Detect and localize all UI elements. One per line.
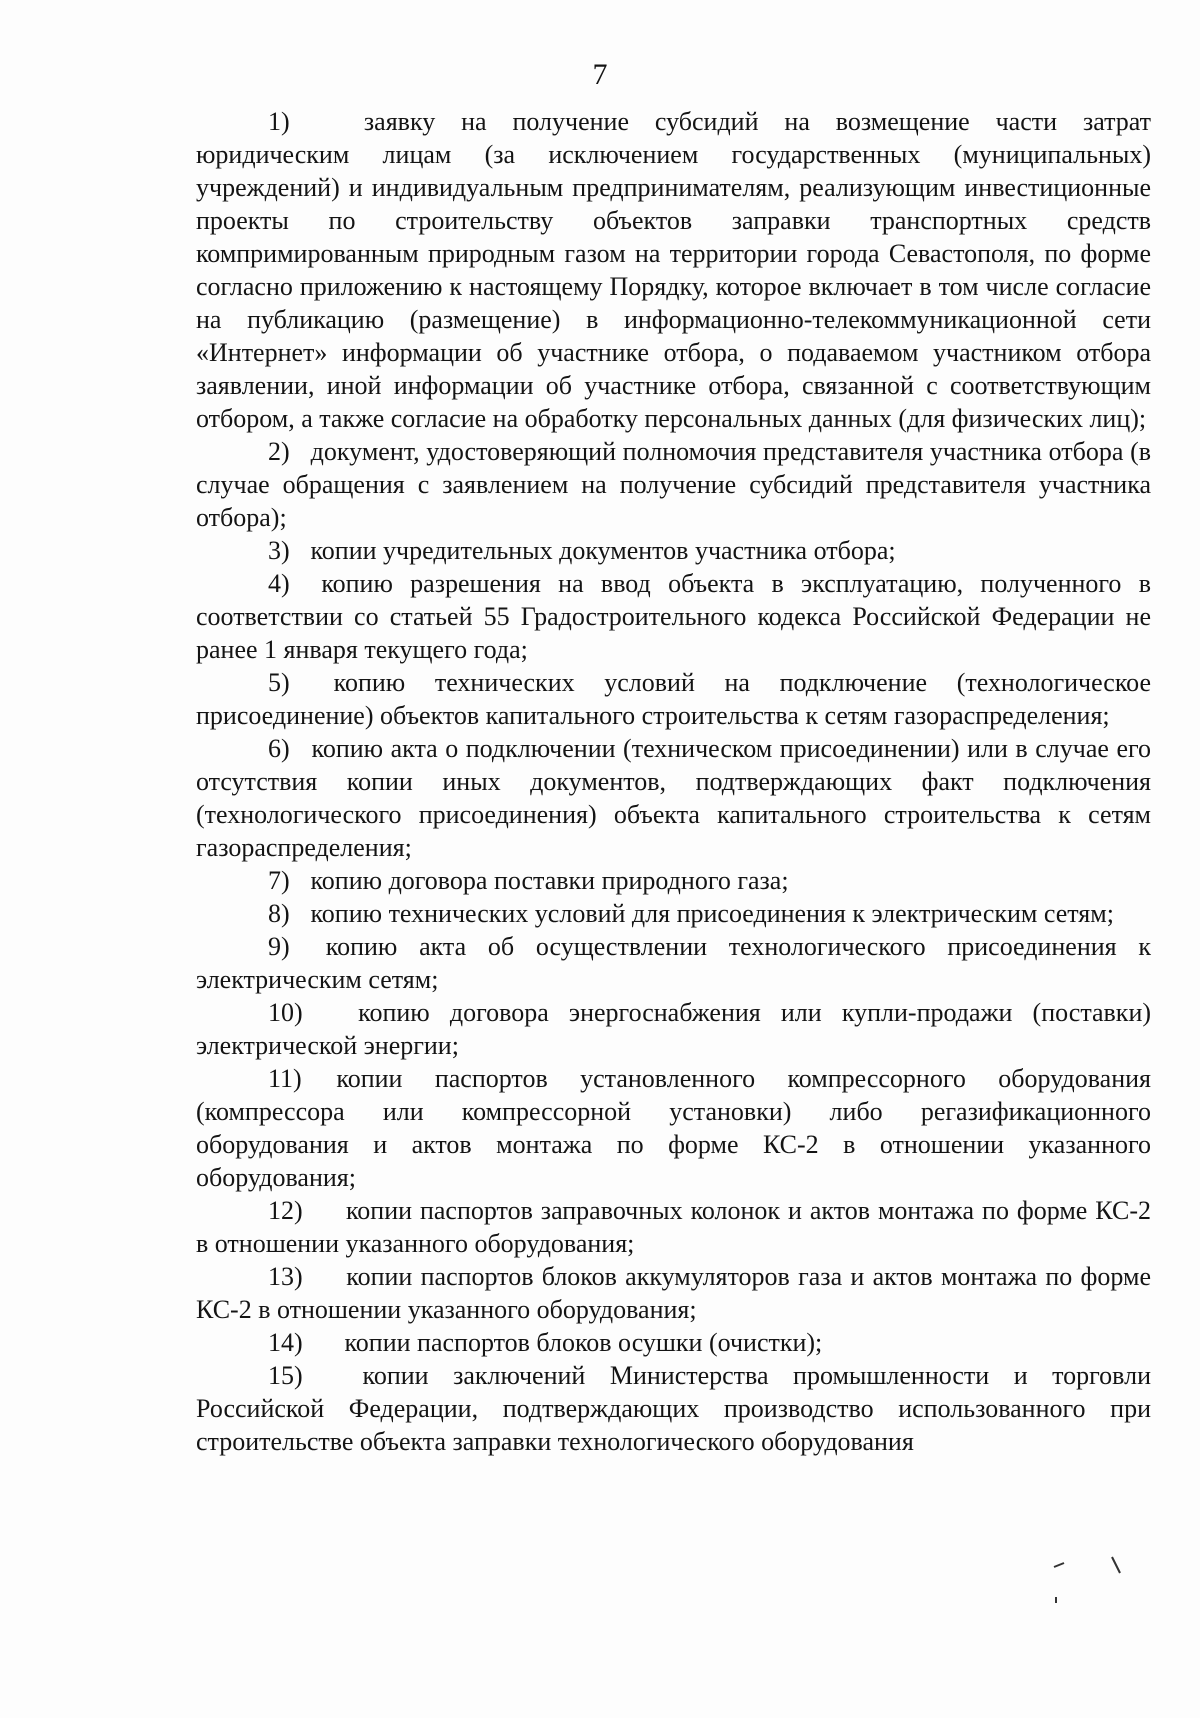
document-body: [196, 105, 1151, 1458]
list-item: [196, 1062, 1151, 1194]
item-text: копию технических условий для присоединения к электрическим сетям;: [310, 899, 1114, 928]
item-text: копии паспортов блоков осушки (очистки);: [344, 1328, 823, 1357]
item-number: 9): [268, 932, 290, 961]
item-number: 12): [268, 1196, 303, 1225]
item-text: копию разрешения на ввод объекта в эксплуатацию, полученного в соответствии со статьей 55 Градостроительного кодекса Российской Федерации не ранее 1 января текущего года;: [196, 569, 1152, 664]
item-text: копии паспортов блоков аккумуляторов газа и актов монтажа по форме КС-2 в отношении указанного оборудования;: [196, 1262, 1151, 1324]
list-item: [196, 996, 1151, 1062]
item-number: 8): [268, 899, 290, 928]
item-number: 14): [268, 1328, 303, 1357]
item-text: копии учредительных документов участника отбора;: [310, 536, 896, 565]
item-text: копию договора энергоснабжения или купли-продажи (поставки) электрической энергии;: [196, 998, 1152, 1060]
item-number: 1): [268, 107, 290, 136]
item-text: копию договора поставки природного газа;: [310, 866, 789, 895]
item-number: 11): [268, 1064, 302, 1093]
item-text: копию акта об осуществлении технологического присоединения к электрическим сетям;: [196, 932, 1152, 994]
item-number: 3): [268, 536, 290, 565]
item-text: документ, удостоверяющий полномочия представителя участника отбора (в случае обращения с заявлением на получение субсидий представителя участника отбора);: [196, 437, 1152, 532]
list-item: [196, 930, 1151, 996]
page-number: 7: [592, 58, 608, 91]
list-item: [196, 732, 1151, 864]
scan-mark-icon: [1050, 1555, 1130, 1615]
item-text: копию акта о подключении (техническом присоединении) или в случае его отсутствия копии иных документов, подтверждающих факт подключения (технологического присоединения) объекта капитального строительства к сетям газораспределения;: [196, 734, 1151, 862]
list-item: [196, 1359, 1151, 1458]
item-text: копии паспортов заправочных колонок и актов монтажа по форме КС-2 в отношении указанного оборудования;: [196, 1196, 1151, 1258]
item-text: копии паспортов установленного компрессорного оборудования (компрессора или компрессорной установки) либо регазификационного оборудования и актов монтажа по форме КС-2 в отношении указанного оборудования;: [196, 1064, 1151, 1192]
list-item: [196, 897, 1151, 930]
list-item: [196, 105, 1151, 435]
item-number: 13): [268, 1262, 303, 1291]
list-item: [196, 1194, 1151, 1260]
list-item: [196, 567, 1151, 666]
list-item: [196, 666, 1151, 732]
list-item: [196, 435, 1151, 534]
list-item: [196, 864, 1151, 897]
item-number: 7): [268, 866, 290, 895]
item-number: 5): [268, 668, 290, 697]
item-text: заявку на получение субсидий на возмещение части затрат юридическим лицам (за исключением государственных (муниципальных) учреждений) и индивидуальным предпринимателям, реализующим инвестиционные проекты по строительству объектов заправки транспортных средств компримированным природным газом на территории города Севастополя, по форме согласно приложению к настоящему Порядку, которое включает в том числе согласие на публикацию (размещение) в информационно-телекоммуникационной сети «Интернет» информации об участнике отбора, о подаваемом участником отбора заявлении, иной информации об участнике отбора, связанной с соответствующим отбором, а также согласие на обработку персональных данных (для физических лиц);: [196, 107, 1151, 433]
item-text: копии заключений Министерства промышленности и торговли Российской Федерации, подтверждающих производство использованного при строительстве объекта заправки технологического оборудования: [196, 1361, 1152, 1456]
list-item: [196, 1260, 1151, 1326]
item-number: 10): [268, 998, 303, 1027]
list-item: [196, 1326, 1151, 1359]
list-item: [196, 534, 1151, 567]
item-number: 2): [268, 437, 290, 466]
item-number: 4): [268, 569, 290, 598]
item-text: копию технических условий на подключение (технологическое присоединение) объектов капитального строительства к сетям газораспределения;: [196, 668, 1152, 730]
item-number: 15): [268, 1361, 303, 1390]
item-number: 6): [268, 734, 290, 763]
